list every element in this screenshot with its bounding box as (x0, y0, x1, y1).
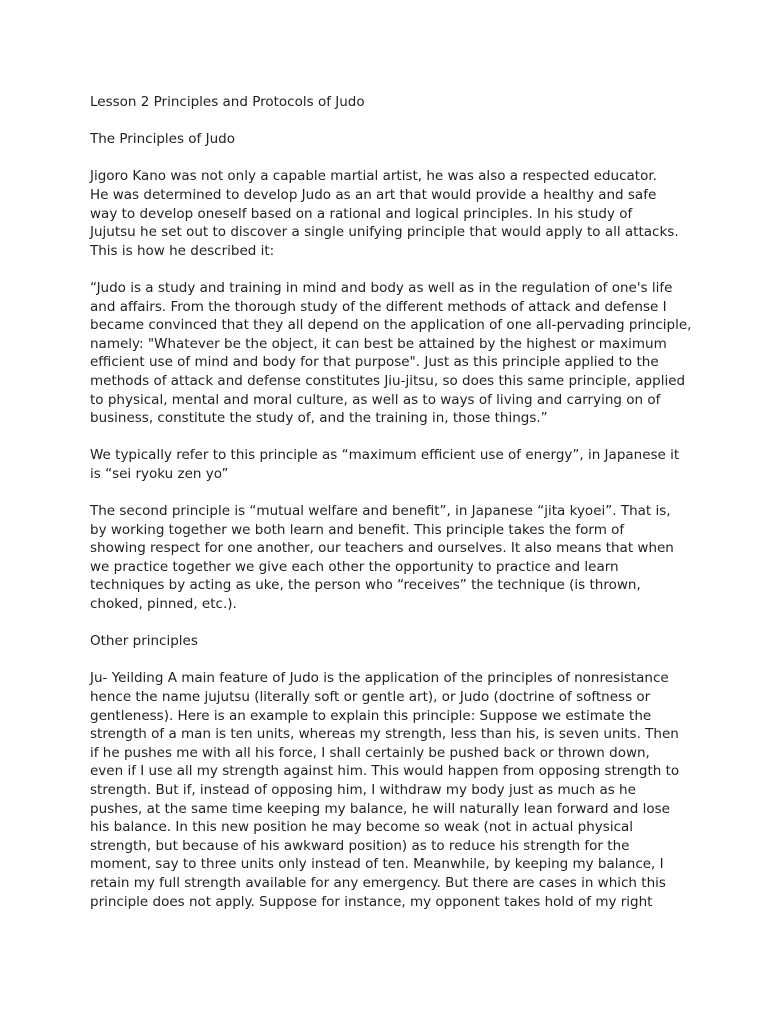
paragraph-intro: Jigoro Kano was not only a capable martial artist, he was also a respected educator. He was determined to develop Judo as an art that would provide a healthy and safe way to develop oneself based on a rational and logical principles. In his study of Jujutsu he set out to discover a single unifying principle that would apply to all attacks. This is how he described it: (90, 168, 679, 259)
paragraph-quote: “Judo is a study and training in mind and body as well as in the regulation of one's life and affairs. From the thorough study of the different methods of attack and defense I became convinced that they all depend on the application of one all-pervading principle, namely: "Whatever be the object, it can best be attained by the highest or maximum efficient use of mind and body for that purpose". Just as this principle applied to the methods of attack and defense constitutes Jiu-jitsu, so does this same principle, applied to physical, mental and moral culture, as well as to ways of living and carrying on of business, constitute the study of, and the training in, those things.” (90, 279, 692, 427)
paragraph-second-principle: The second principle is “mutual welfare and benefit”, in Japanese “jita kyoei”. That is, by working together we both learn and benefit. This principle takes the form of showing respect for one another, our teachers and ourselves. It also means that when we practice together we give each other the opportunity to practice and learn techniques by acting as uke, the person who “receives” the technique (is thrown, choked, pinned, etc.). (90, 503, 674, 613)
section-heading-other-principles: Other principles (90, 633, 198, 650)
paragraph-ju-yielding: Ju- Yeilding A main feature of Judo is the application of the principles of nonresistance hence the name jujutsu (literally soft or gentle art), or Judo (doctrine of softness or gentleness). Here is an example to explain this principle: Suppose we estimate the strength of a man is ten units, whereas my strength, less than his, is seven units. Then if he pushes me with all his force, I shall certainly be pushed back or thrown down, even if I use all my strength against him. This would happen from opposing strength to strength. But if, instead of opposing him, I withdraw my body just as much as he pushes, at the same time keeping my balance, he will naturally lean forward and lose his balance. In this new position he may become so weak (not in actual physical strength, but because of his awkward position) as to reduce his strength for the moment, say to three units only instead of ten. Meanwhile, by keeping my balance, I retain my full strength available for any emergency. But there are cases in which this principle does not apply. Suppose for instance, my opponent takes hold of my right (90, 670, 680, 910)
document-title: Lesson 2 Principles and Protocols of Judo (90, 94, 365, 110)
section-heading-principles: The Principles of Judo (90, 131, 235, 148)
paragraph-first-principle: We typically refer to this principle as “maximum efficient use of energy”, in Japanese it is “sei ryoku zen yo” (90, 447, 680, 482)
